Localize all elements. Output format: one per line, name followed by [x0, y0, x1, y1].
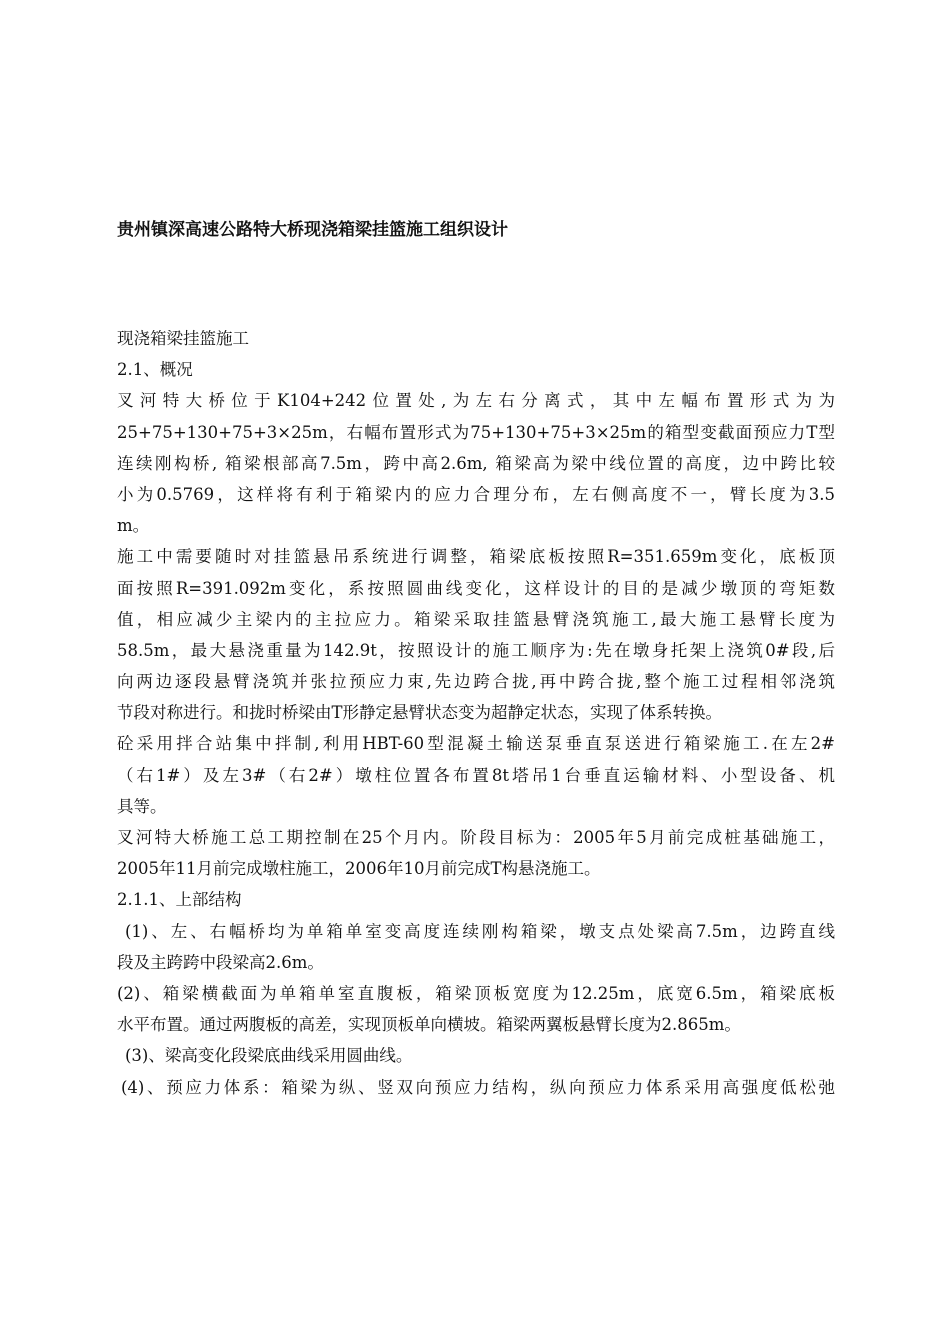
- paragraph-line: 具等。: [117, 796, 167, 816]
- paragraph-line: 向两边逐段悬臂浇筑并张拉预应力束,先边跨合拢,再中跨合拢,整个施工过程相邻浇筑: [117, 672, 835, 692]
- paragraph-line: 叉河特大桥施工总工期控制在25个月内。阶段目标为：2005年5月前完成桩基础施工，: [117, 828, 835, 847]
- list-item-line: 水平布置。通过两腹板的高差，实现顶板单向横坡。箱梁两翼板悬臂长度为2.865m。: [117, 1015, 741, 1035]
- list-item-line: (3)、梁高变化段梁底曲线采用圆曲线。: [125, 1046, 413, 1066]
- paragraph-line: 58.5m，最大悬浇重量为142.9t，按照设计的施工顺序为:先在墩身托架上浇筑0#段,后: [117, 640, 835, 660]
- paragraph-line: 25+75+130+75+3×25m，右幅布置形式为75+130+75+3×25m的箱型变截面预应力T型: [117, 422, 835, 442]
- paragraph-line: 节段对称进行。和拢时桥梁由T形静定悬臂状态变为超静定状态，实现了体系转换。: [117, 703, 723, 723]
- paragraph-line: 2005年11月前完成墩柱施工，2006年10月前完成T构悬浇施工。: [117, 859, 601, 879]
- list-item-line: (4)、预应力体系：箱梁为纵、竖双向预应力结构，纵向预应力体系采用高强度低松弛: [121, 1077, 835, 1097]
- section-heading: 2.1.1、上部结构: [117, 890, 242, 910]
- paragraph-line: （右1#）及左3#（右2#）墩柱位置各布置8t塔吊1台垂直运输材料、小型设备、机: [117, 765, 835, 785]
- paragraph-line: 值，相应减少主梁内的主拉应力。箱梁采取挂篮悬臂浇筑施工,最大施工悬臂长度为: [117, 609, 835, 629]
- document-body: [117, 323, 835, 1103]
- section-heading: 2.1、概况: [117, 360, 193, 380]
- list-item-line: (2)、箱梁横截面为单箱单室直腹板，箱梁顶板宽度为12.25m，底宽6.5m，箱梁底板: [117, 983, 835, 1003]
- paragraph-line: 叉河特大桥位于K104+242位置处,为左右分离式，其中左幅布置形式为为: [117, 391, 835, 411]
- paragraph-line: m。: [117, 516, 150, 536]
- paragraph-line: 面按照R=391.092m变化，系按照圆曲线变化，这样设计的目的是减少墩顶的弯矩数: [117, 578, 835, 598]
- paragraph-line: 连续刚构桥, 箱梁根部高7.5m，跨中高2.6m, 箱梁高为梁中线位置的高度，边中跨比较: [117, 453, 835, 473]
- paragraph-line: 小为0.5769，这样将有利于箱梁内的应力合理分布，左右侧高度不一，臂长度为3.5: [117, 484, 835, 504]
- list-item-line: 段及主跨跨中段梁高2.6m。: [117, 952, 324, 972]
- paragraph-line: 砼采用拌合站集中拌制,利用HBT-60型混凝土输送泵垂直泵送进行箱梁施工.在左2#: [117, 734, 835, 754]
- document-title: 贵州镇深高速公路特大桥现浇箱梁挂篮施工组织设计: [117, 220, 508, 240]
- section-heading: 现浇箱梁挂篮施工: [117, 329, 249, 348]
- list-item-line: (1)、左、右幅桥均为单箱单室变高度连续刚构箱梁，墩支点处梁高7.5m，边跨直线: [125, 921, 835, 941]
- paragraph-line: 施工中需要随时对挂篮悬吊系统进行调整，箱梁底板按照R=351.659m变化，底板顶: [117, 547, 835, 567]
